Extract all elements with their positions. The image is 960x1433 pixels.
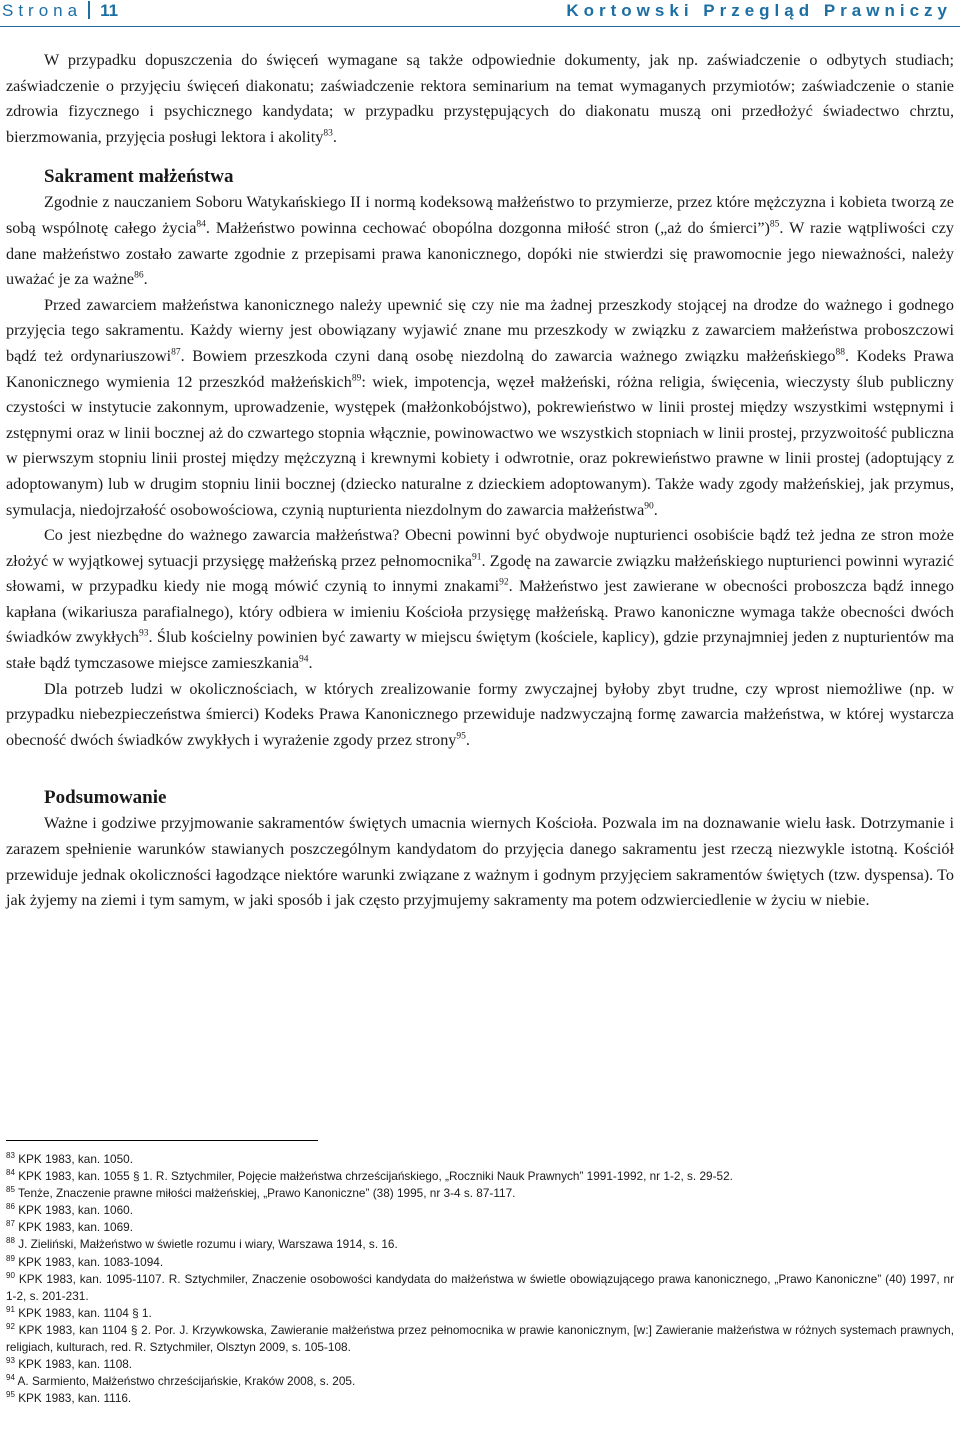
- text-run: W przypadku dopuszczenia do święceń wymagane są także odpowiednie dokumenty, jak np. zaświadczenie o odbytych studiach; zaświadczenie o przyjęciu święceń diakonatu; zaświadczenie rektora seminarium na temat wymaganych przymiotów; zaświadczenie o stanie zdrowia fizycznego i psychicznego kandydata; w przypadku przystępujących do diakonatu muszą oni przedłożyć świadectwo chrztu, bierzmowania, przyjęcia posługi lektora i akolity: [6, 51, 954, 146]
- journal-title: Kortowski Przegląd Prawniczy: [566, 1, 952, 20]
- footnote-text: A. Sarmiento, Małżeństwo chrześcijańskie, Kraków 2008, s. 205.: [17, 1374, 356, 1389]
- footnote: [6, 1185, 954, 1202]
- text-run: .: [308, 654, 313, 673]
- footnote-ref[interactable]: 95: [456, 731, 466, 742]
- footnote: [6, 1151, 954, 1168]
- footnote-text: KPK 1983, kan. 1116.: [18, 1391, 132, 1406]
- footnote-ref[interactable]: 90: [644, 501, 654, 512]
- footnote-number: 92: [6, 1322, 15, 1332]
- footnote-ref[interactable]: 84: [196, 219, 206, 230]
- section-heading-marriage: Sakrament małżeństwa: [44, 166, 234, 188]
- footnote-ref[interactable]: 91: [472, 552, 482, 563]
- footnote-number: 91: [6, 1304, 15, 1314]
- paragraph-summary: Ważne i godziwe przyjmowanie sakramentów świętych umacnia wiernych Kościoła. Pozwala im na doznawanie wielu łask. Dotrzymanie i zarazem spełnienie warunków stawianych poszczególnym kandydatom do przyjęcia danego sakramentu jest rzeczą niezwykle istotną. Kościół przewiduje jednak okoliczności łagodzące niektóre warunki związane z ważnym i godnym przyjęciem sakramentów świętych (tzw. dyspensa). To jak żyjemy na ziemi i tym samym, w jaki sposób i jak często przyjmujemy sakramenty ma potem odzwierciedlenie w życiu w niebie.: [6, 814, 954, 910]
- footnote-text: KPK 1983, kan 1104 § 2. Por. J. Krzywkowska, Zawieranie małżeństwa przez pełnomocnika w prawie kanonicznym, [w:] Zawieranie małżeństwa w różnych systemach prawnych, religiach, kulturach, red. R. Sztychmiler, Olsztyn 2009, s. 105-108.: [6, 1322, 955, 1355]
- footnote-ref[interactable]: 94: [299, 654, 309, 665]
- footnote-text: J. Zieliński, Małżeństwo w świetle rozumu i wiary, Warszawa 1914, s. 16.: [18, 1237, 398, 1252]
- text-run: .: [143, 270, 148, 289]
- page-word: Strona: [2, 1, 83, 20]
- text-run: . Małżeństwo powinna cechować obopólna dozgonna miłość stron („aż do śmierci”): [205, 218, 770, 237]
- text-run: . Bowiem przeszkoda czyni daną osobę niezdolną do zawarcia ważnego związku małżeńskiego: [180, 346, 836, 365]
- page-label: [2, 1, 118, 21]
- header-separator: [88, 1, 90, 19]
- footnote-ref[interactable]: 85: [769, 219, 780, 230]
- text-run: .: [653, 500, 658, 519]
- footnote-text: KPK 1983, kan. 1095-1107. R. Sztychmiler, Znaczenie osobowości kandydata do małżeństwa w świetle obowiązującego prawa kanonicznego, „Prawo Kanoniczne” (40) 1997, nr 1-2, s. 201-231.: [6, 1271, 955, 1303]
- footnote: [6, 1373, 954, 1390]
- footnote: [6, 1271, 954, 1305]
- footnotes: [6, 1151, 954, 1407]
- footnote-text: KPK 1983, kan. 1108.: [18, 1357, 133, 1372]
- text-run: Dla potrzeb ludzi w okolicznościach, w których zrealizowanie formy zwyczajnej byłoby zbyt trudne, czy wprost niemożliwe (np. w przypadku niebezpieczeństwa śmierci) Kodeks Prawa Kanonicznego przewiduje nadzwyczajną formę zawarcia małżeństwa, w której wystarcza obecność dwóch świadków zwykłych i wyrażenie zgody przez strony: [6, 679, 954, 749]
- section-gap: [6, 753, 954, 771]
- footnote: [6, 1168, 954, 1185]
- footnote-number: 85: [6, 1185, 15, 1195]
- footnote-number: 94: [6, 1373, 15, 1383]
- footnote-text: KPK 1983, kan. 1060.: [18, 1203, 133, 1218]
- paragraph-extraordinary-form: [6, 677, 954, 754]
- text-run: . Małżeństwo jest zawierane w obecności proboszcza bądź innego kapłana (wikariusza parafialnego), który odbiera w imieniu Kościoła przysięgę małżeńską. Prawo kanoniczne wymaga także obecności dwóch świadków zwykłych: [6, 577, 955, 647]
- footnote: [6, 1390, 954, 1407]
- footnote-ref[interactable]: 83: [323, 128, 333, 139]
- footnote: [6, 1202, 954, 1219]
- paragraph-impediments: [6, 293, 954, 523]
- text-run: .: [332, 127, 337, 146]
- paragraph-marriage-definition: [6, 190, 954, 292]
- footnote-ref[interactable]: 87: [171, 347, 181, 358]
- footnote-number: 95: [6, 1390, 15, 1400]
- footnote-ref[interactable]: 93: [138, 629, 149, 640]
- footnote-number: 83: [6, 1151, 15, 1161]
- footnote-number: 90: [6, 1270, 15, 1280]
- footnote-text: KPK 1983, kan. 1083-1094.: [18, 1254, 164, 1269]
- section-heading-summary: Podsumowanie: [44, 787, 167, 809]
- paragraph-valid-marriage: [6, 523, 954, 677]
- text-run: Zgodnie z nauczaniem Soboru Watykańskiego II i normą kodeksową małżeństwo to przymierze, przez które mężczyzna i kobieta tworzą ze sobą wspólnotę całego życia: [6, 193, 954, 237]
- footnote-number: 88: [6, 1236, 15, 1246]
- footnote: [6, 1356, 954, 1373]
- footnote-number: 87: [6, 1219, 15, 1229]
- footnote-ref[interactable]: 89: [351, 373, 362, 384]
- article-body: [6, 48, 954, 914]
- text-run: : wiek, impotencja, węzeł małżeński, różna religia, święcenia, wieczysty ślub publiczny czystości w instytucie zakonnym, uprowadzenie, występek (małżonkobójstwo), pokrewieństwo w linii prostej między wszystkimi wstępnymi i zstępnymi oraz w linii bocznej aż do czwartego stopnia włącznie, powinowactwo we wszystkich stopniach w linii prostej, przyzwoitość publiczna w pierwszym stopniu linii prostej między mężczyzną i krewnymi kobiety i odwrotnie, oraz pokrewieństwo prawne w linii prostej (adoptujący z adoptowanym) lub w drugim stopniu linii bocznej (dziecko naturalne z dzieckiem adoptowanym). Także wady zgody małżeńskiej, jak przymus, symulacja, niedojrzałość osobowościowa, czynią nupturienta niezdolnym do zawarcia małżeństwa: [6, 372, 954, 519]
- footnote-ref[interactable]: 92: [499, 577, 509, 588]
- footnote-separator: [6, 1140, 318, 1141]
- footnote: [6, 1305, 954, 1322]
- footnote: [6, 1254, 954, 1271]
- page-header: [0, 0, 960, 24]
- paragraph-ordination-documents: [6, 48, 954, 150]
- text-run: .: [465, 730, 470, 749]
- footnote-number: 86: [6, 1202, 15, 1212]
- text-run: . W razie wątpliwości czy dane małżeństwo zostało zawarte zgodnie z przepisami prawa kanonicznego, dopóki nie stwierdzi się prawomocnie jego nieważności, należy uważać je za ważne: [6, 218, 954, 289]
- footnote-ref[interactable]: 88: [835, 347, 845, 358]
- page-number: 11: [100, 1, 119, 20]
- footnote-text: KPK 1983, kan. 1050.: [18, 1152, 133, 1166]
- footnote-text: KPK 1983, kan. 1055 § 1. R. Sztychmiler, Pojęcie małżeństwa chrześcijańskiego, „Roczniki Nauk Prawnych” 1991-1992, nr 1-2, s. 29-52.: [18, 1169, 733, 1184]
- footnote-number: 89: [6, 1253, 15, 1263]
- footnote-number: 84: [6, 1168, 15, 1178]
- header-rule: [0, 26, 960, 27]
- footnote: [6, 1236, 954, 1253]
- footnote: [6, 1322, 954, 1356]
- text-run: . Zgodę na zawarcie związku małżeńskiego nupturienci powinni wyrazić słowami, w przypadku kiedy nie mogą mówić czynią to innymi znakami: [6, 551, 954, 596]
- footnote-text: Tenże, Znaczenie prawne miłości małżeńskiej, „Prawo Kanoniczne” (38) 1995, nr 3-4 s. 87-117.: [17, 1186, 516, 1201]
- footnote-text: KPK 1983, kan. 1069.: [18, 1220, 133, 1235]
- text-run: Przed zawarciem małżeństwa kanonicznego należy upewnić się czy nie ma żadnej przeszkody stojącej na drodze do ważnego i godnego przyjęcia tego sakramentu. Każdy wierny jest obowiązany wyjawić znane mu przeszkody w związku z zawarciem małżeństwa proboszczowi bądź też ordynariuszowi: [6, 295, 954, 365]
- text-run: Co jest niezbędne do ważnego zawarcia małżeństwa? Obecni powinni być obydwoje nupturienci osobiście bądź też jedna ze stron może złożyć w wyjątkowej sytuacji przysięgę małżeńską przez pełnomocnika: [6, 526, 954, 570]
- text-run: . Kodeks Prawa Kanonicznego wymienia 12 przeszkód małżeńskich: [6, 346, 954, 391]
- footnote-number: 93: [6, 1356, 15, 1366]
- footnote-ref[interactable]: 86: [134, 270, 144, 281]
- text-run: . Ślub kościelny powinien być zawarty w miejscu świętym (kościele, kaplicy), gdzie przynajmniej jeden z nupturientów ma stałe bądź tymczasowe miejsce zamieszkania: [6, 628, 955, 673]
- footnote-text: KPK 1983, kan. 1104 § 1.: [18, 1305, 152, 1320]
- footnote: [6, 1219, 954, 1236]
